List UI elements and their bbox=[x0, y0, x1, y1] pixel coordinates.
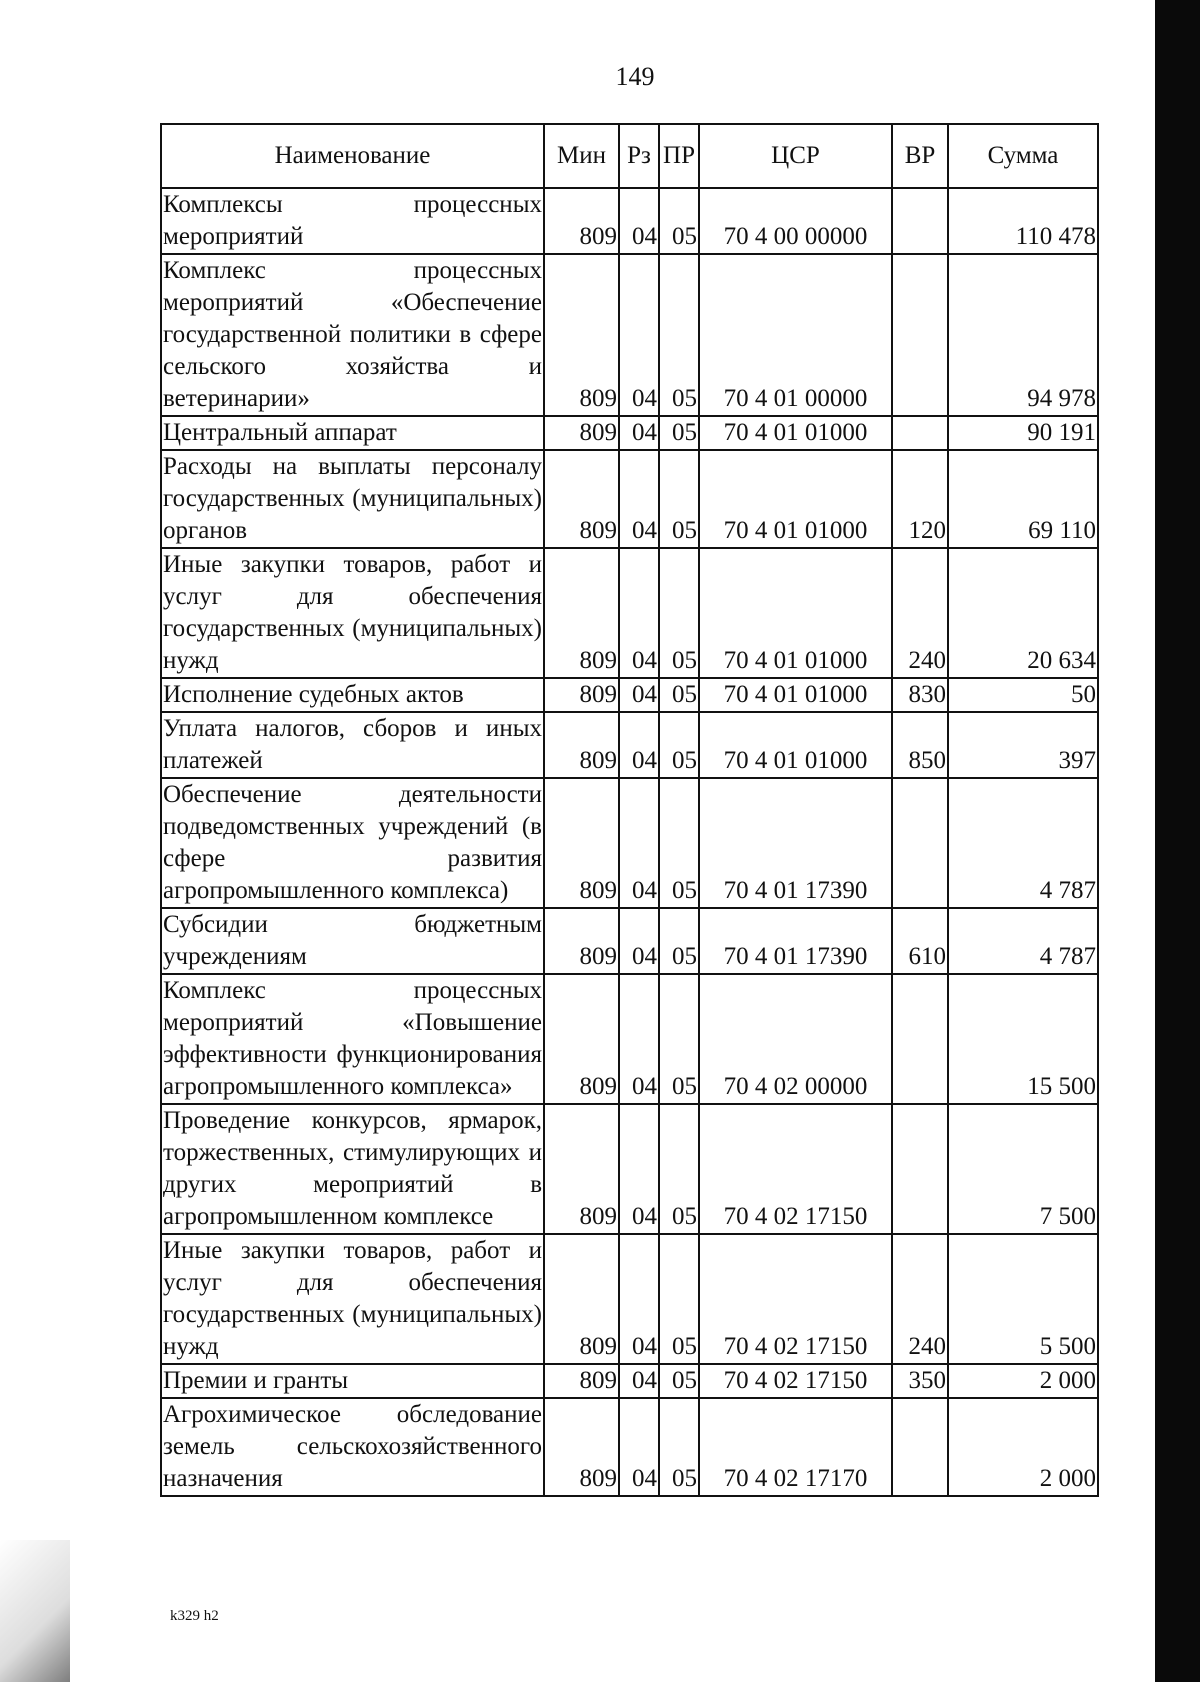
row-name: Расходы на выплаты персоналу государственных (муниципальных) органов bbox=[161, 450, 544, 548]
row-rz: 04 bbox=[619, 1104, 659, 1234]
row-pr: 05 bbox=[659, 974, 699, 1104]
row-vr bbox=[892, 1104, 948, 1234]
row-min: 809 bbox=[544, 1104, 619, 1234]
row-min: 809 bbox=[544, 450, 619, 548]
table-row bbox=[161, 254, 1098, 416]
header-rz: Рз bbox=[619, 124, 659, 188]
row-csr: 70 4 01 17390 bbox=[699, 908, 892, 974]
row-pr: 05 bbox=[659, 254, 699, 416]
row-pr: 05 bbox=[659, 450, 699, 548]
row-pr: 05 bbox=[659, 1234, 699, 1364]
row-csr: 70 4 01 17390 bbox=[699, 778, 892, 908]
row-pr: 05 bbox=[659, 678, 699, 712]
row-rz: 04 bbox=[619, 450, 659, 548]
row-csr: 70 4 01 01000 bbox=[699, 712, 892, 778]
row-min: 809 bbox=[544, 254, 619, 416]
row-csr: 70 4 01 00000 bbox=[699, 254, 892, 416]
table-row bbox=[161, 1364, 1098, 1398]
header-csr: ЦСР bbox=[699, 124, 892, 188]
row-min: 809 bbox=[544, 974, 619, 1104]
row-pr: 05 bbox=[659, 416, 699, 450]
table-row bbox=[161, 974, 1098, 1104]
row-name: Премии и гранты bbox=[161, 1364, 544, 1398]
row-sum: 90 191 bbox=[948, 416, 1098, 450]
row-pr: 05 bbox=[659, 908, 699, 974]
row-vr bbox=[892, 1398, 948, 1496]
row-min: 809 bbox=[544, 1364, 619, 1398]
row-min: 809 bbox=[544, 678, 619, 712]
row-vr bbox=[892, 778, 948, 908]
row-name: Проведение конкурсов, ярмарок, торжественных, стимулирующих и других мероприятий в агропромышленном комплексе bbox=[161, 1104, 544, 1234]
row-sum: 20 634 bbox=[948, 548, 1098, 678]
row-csr: 70 4 02 17150 bbox=[699, 1364, 892, 1398]
row-name: Субсидии бюджетным учреждениям bbox=[161, 908, 544, 974]
row-vr bbox=[892, 416, 948, 450]
table-row bbox=[161, 416, 1098, 450]
row-sum: 94 978 bbox=[948, 254, 1098, 416]
header-sum: Сумма bbox=[948, 124, 1098, 188]
row-sum: 2 000 bbox=[948, 1398, 1098, 1496]
table-body bbox=[161, 188, 1098, 1496]
row-csr: 70 4 01 01000 bbox=[699, 450, 892, 548]
row-sum: 4 787 bbox=[948, 908, 1098, 974]
table-row bbox=[161, 908, 1098, 974]
row-sum: 110 478 bbox=[948, 188, 1098, 254]
table-header-row bbox=[161, 124, 1098, 188]
header-name: Наименование bbox=[161, 124, 544, 188]
row-rz: 04 bbox=[619, 974, 659, 1104]
row-sum: 4 787 bbox=[948, 778, 1098, 908]
row-min: 809 bbox=[544, 188, 619, 254]
row-rz: 04 bbox=[619, 254, 659, 416]
row-min: 809 bbox=[544, 1398, 619, 1496]
row-pr: 05 bbox=[659, 188, 699, 254]
row-vr: 850 bbox=[892, 712, 948, 778]
row-sum: 15 500 bbox=[948, 974, 1098, 1104]
scan-noise bbox=[0, 1540, 70, 1682]
row-csr: 70 4 02 17150 bbox=[699, 1104, 892, 1234]
header-pr: ПР bbox=[659, 124, 699, 188]
row-min: 809 bbox=[544, 778, 619, 908]
row-vr: 240 bbox=[892, 548, 948, 678]
row-rz: 04 bbox=[619, 712, 659, 778]
row-sum: 69 110 bbox=[948, 450, 1098, 548]
table-row bbox=[161, 1104, 1098, 1234]
row-csr: 70 4 00 00000 bbox=[699, 188, 892, 254]
row-pr: 05 bbox=[659, 1398, 699, 1496]
table-row bbox=[161, 678, 1098, 712]
table-row bbox=[161, 712, 1098, 778]
row-name: Обеспечение деятельности подведомственных учреждений (в сфере развития агропромышленного комплекса) bbox=[161, 778, 544, 908]
row-pr: 05 bbox=[659, 1364, 699, 1398]
row-sum: 397 bbox=[948, 712, 1098, 778]
row-rz: 04 bbox=[619, 678, 659, 712]
row-min: 809 bbox=[544, 712, 619, 778]
row-sum: 50 bbox=[948, 678, 1098, 712]
row-name: Иные закупки товаров, работ и услуг для обеспечения государственных (муниципальных) нужд bbox=[161, 548, 544, 678]
row-name: Исполнение судебных актов bbox=[161, 678, 544, 712]
header-min: Мин bbox=[544, 124, 619, 188]
row-pr: 05 bbox=[659, 1104, 699, 1234]
row-csr: 70 4 01 01000 bbox=[699, 678, 892, 712]
row-rz: 04 bbox=[619, 188, 659, 254]
row-vr bbox=[892, 974, 948, 1104]
row-csr: 70 4 02 00000 bbox=[699, 974, 892, 1104]
row-pr: 05 bbox=[659, 778, 699, 908]
table-row bbox=[161, 188, 1098, 254]
row-name: Комплексы процессных мероприятий bbox=[161, 188, 544, 254]
row-rz: 04 bbox=[619, 416, 659, 450]
row-pr: 05 bbox=[659, 548, 699, 678]
row-rz: 04 bbox=[619, 1364, 659, 1398]
row-name: Комплекс процессных мероприятий «Обеспечение государственной политики в сфере сельского хозяйства и ветеринарии» bbox=[161, 254, 544, 416]
row-sum: 2 000 bbox=[948, 1364, 1098, 1398]
row-sum: 7 500 bbox=[948, 1104, 1098, 1234]
table-row bbox=[161, 450, 1098, 548]
header-vr: ВР bbox=[892, 124, 948, 188]
row-min: 809 bbox=[544, 1234, 619, 1364]
row-csr: 70 4 01 01000 bbox=[699, 548, 892, 678]
row-rz: 04 bbox=[619, 1234, 659, 1364]
row-name: Уплата налогов, сборов и иных платежей bbox=[161, 712, 544, 778]
row-rz: 04 bbox=[619, 778, 659, 908]
row-csr: 70 4 02 17150 bbox=[699, 1234, 892, 1364]
table-row bbox=[161, 1398, 1098, 1496]
row-vr: 350 bbox=[892, 1364, 948, 1398]
row-min: 809 bbox=[544, 416, 619, 450]
row-vr: 830 bbox=[892, 678, 948, 712]
row-vr bbox=[892, 254, 948, 416]
row-name: Центральный аппарат bbox=[161, 416, 544, 450]
row-name: Комплекс процессных мероприятий «Повышение эффективности функционирования агропромышленного комплекса» bbox=[161, 974, 544, 1104]
footer-code: k329 h2 bbox=[170, 1608, 219, 1624]
page-number: 149 bbox=[615, 62, 655, 91]
row-sum: 5 500 bbox=[948, 1234, 1098, 1364]
row-rz: 04 bbox=[619, 908, 659, 974]
scan-edge-shadow bbox=[1155, 0, 1200, 1682]
row-name: Агрохимическое обследование земель сельскохозяйственного назначения bbox=[161, 1398, 544, 1496]
budget-table bbox=[160, 123, 1099, 1497]
table-row bbox=[161, 1234, 1098, 1364]
row-vr: 240 bbox=[892, 1234, 948, 1364]
row-vr: 120 bbox=[892, 450, 948, 548]
row-name: Иные закупки товаров, работ и услуг для обеспечения государственных (муниципальных) нужд bbox=[161, 1234, 544, 1364]
row-csr: 70 4 02 17170 bbox=[699, 1398, 892, 1496]
row-min: 809 bbox=[544, 908, 619, 974]
table-row bbox=[161, 778, 1098, 908]
row-csr: 70 4 01 01000 bbox=[699, 416, 892, 450]
row-pr: 05 bbox=[659, 712, 699, 778]
row-vr: 610 bbox=[892, 908, 948, 974]
row-vr bbox=[892, 188, 948, 254]
table-row bbox=[161, 548, 1098, 678]
row-rz: 04 bbox=[619, 1398, 659, 1496]
row-min: 809 bbox=[544, 548, 619, 678]
row-rz: 04 bbox=[619, 548, 659, 678]
